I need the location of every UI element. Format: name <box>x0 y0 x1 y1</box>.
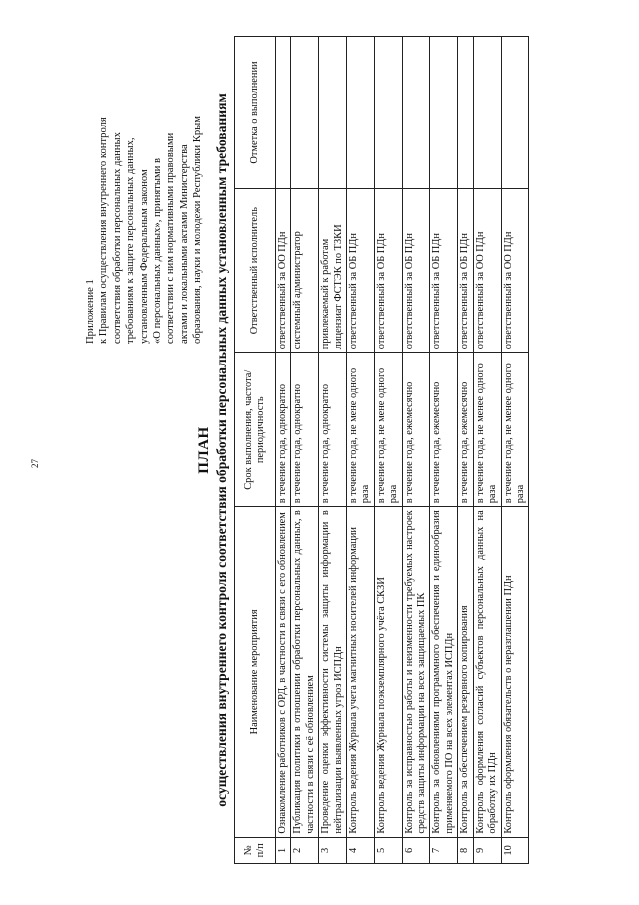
row-mark <box>402 37 430 189</box>
table-row <box>501 37 529 864</box>
header-executor: Ответственный исполнитель <box>235 189 276 353</box>
row-executor: системный администратор <box>291 189 319 353</box>
row-term: в течение года, ежемесячно <box>402 353 430 507</box>
appendix-line: соответствия обработки персональных данных <box>111 132 123 344</box>
row-term: в течение года, ежемесячно <box>430 353 458 507</box>
header-mark: Отметка о выполнении <box>235 37 276 189</box>
document-subtitle: осуществления внутреннего контроля соответствия обработки персональных данных установленным требованиям <box>214 93 229 807</box>
header-term: Срок выполнения, частота/периодичность <box>235 353 276 507</box>
row-executor: привлекаемый к работам лицензиат ФСТЭК по ТЗКИ <box>319 189 347 353</box>
row-executor: ответственный за ОБ ПДн <box>402 189 430 353</box>
appendix-line: образования, науки и молодежи Республики Крым <box>192 116 204 344</box>
row-term: в течение года, не менее одного раза <box>501 353 529 507</box>
appendix-line: Приложение 1 <box>85 279 96 344</box>
document-title: ПЛАН <box>196 426 212 474</box>
row-mark <box>347 37 375 189</box>
table-row <box>458 37 473 864</box>
table-row <box>276 37 291 864</box>
row-mark <box>374 37 402 189</box>
plan-table <box>234 36 529 864</box>
row-num: 3 <box>319 837 347 863</box>
row-num: 1 <box>276 837 291 863</box>
row-name: Публикация политики в отношении обработки персональных данных, в частности в связи с её обновлением <box>291 507 319 837</box>
row-name: Контроль оформления обязательств о неразглашении ПДн <box>501 507 529 837</box>
row-term: в течение года, не менее одного раза <box>473 353 501 507</box>
row-num: 4 <box>347 837 375 863</box>
document-sheet <box>0 20 639 880</box>
appendix-line: требованиям к защите персональных данных, <box>125 137 137 344</box>
row-executor: ответственный за ОО ПДн <box>501 189 529 353</box>
row-num: 8 <box>458 837 473 863</box>
row-term: в течение года, однократно <box>291 353 319 507</box>
row-name: Проведение оценки эффективности системы защиты информации в нейтрализации выявленных угроз ИСПДн <box>319 507 347 837</box>
appendix-line: «О персональных данных», принятыми в <box>152 158 164 344</box>
row-term: в течение года, ежемесячно <box>458 353 473 507</box>
table-row <box>319 37 347 864</box>
row-executor: ответственный за ОБ ПДн <box>374 189 402 353</box>
header-num: № п/п <box>235 837 276 863</box>
header-name: Наименование мероприятия <box>235 507 276 837</box>
row-mark <box>430 37 458 189</box>
row-executor: ответственный за ОБ ПДн <box>430 189 458 353</box>
row-name: Ознакомление работников с ОРД, в частности в связи с его обновлением <box>276 507 291 837</box>
row-term: в течение года, однократно <box>276 353 291 507</box>
table-row <box>473 37 501 864</box>
row-num: 9 <box>473 837 501 863</box>
row-executor: ответственный за ОБ ПДн <box>347 189 375 353</box>
appendix-note <box>84 54 205 344</box>
table-row <box>291 37 319 864</box>
row-executor: ответственный за ОО ПДн <box>276 189 291 353</box>
row-mark <box>276 37 291 189</box>
row-num: 6 <box>402 837 430 863</box>
appendix-line: к Правилам осуществления внутреннего контроля <box>98 117 110 344</box>
table-row <box>430 37 458 864</box>
row-executor: ответственный за ОБ ПДн <box>458 189 473 353</box>
row-name: Контроль за обеспечением резервного копирования <box>458 507 473 837</box>
row-num: 5 <box>374 837 402 863</box>
table-row <box>402 37 430 864</box>
row-executor: ответственный за ОО ПДн <box>473 189 501 353</box>
row-num: 2 <box>291 837 319 863</box>
row-name: Контроль ведения Журнала учета магнитных носителей информации <box>347 507 375 837</box>
appendix-line: установленным Федеральным законом <box>138 169 150 344</box>
row-mark <box>458 37 473 189</box>
row-term: в течение года, не мене одного раза <box>374 353 402 507</box>
row-name: Контроль ведения Журнала поэкземплярного учёта СКЗИ <box>374 507 402 837</box>
appendix-line: соответствии с ним нормативными правовыми <box>165 132 177 344</box>
table-row <box>374 37 402 864</box>
row-term: в течение года, однократно <box>319 353 347 507</box>
row-num: 10 <box>501 837 529 863</box>
row-mark <box>319 37 347 189</box>
table-row <box>347 37 375 864</box>
row-term: в течение года, не мене одного раза <box>347 353 375 507</box>
table-header-row <box>235 37 276 864</box>
row-mark <box>291 37 319 189</box>
row-name: Контроль за исправностью работы и неизменности требуемых настроек средств защиты информации на всех защищаемых ПК <box>402 507 430 837</box>
row-mark <box>501 37 529 189</box>
row-name: Контроль за обновлениями программного обеспечения и единообразия применяемого ПО на всех элементах ИСПДн <box>430 507 458 837</box>
row-num: 7 <box>430 837 458 863</box>
appendix-line: актами и локальными актами Министерства <box>178 144 190 344</box>
row-name: Контроль оформления согласий субъектов персональных данных на обработку их ПДн <box>473 507 501 837</box>
page-number: 27 <box>30 459 40 468</box>
row-mark <box>473 37 501 189</box>
